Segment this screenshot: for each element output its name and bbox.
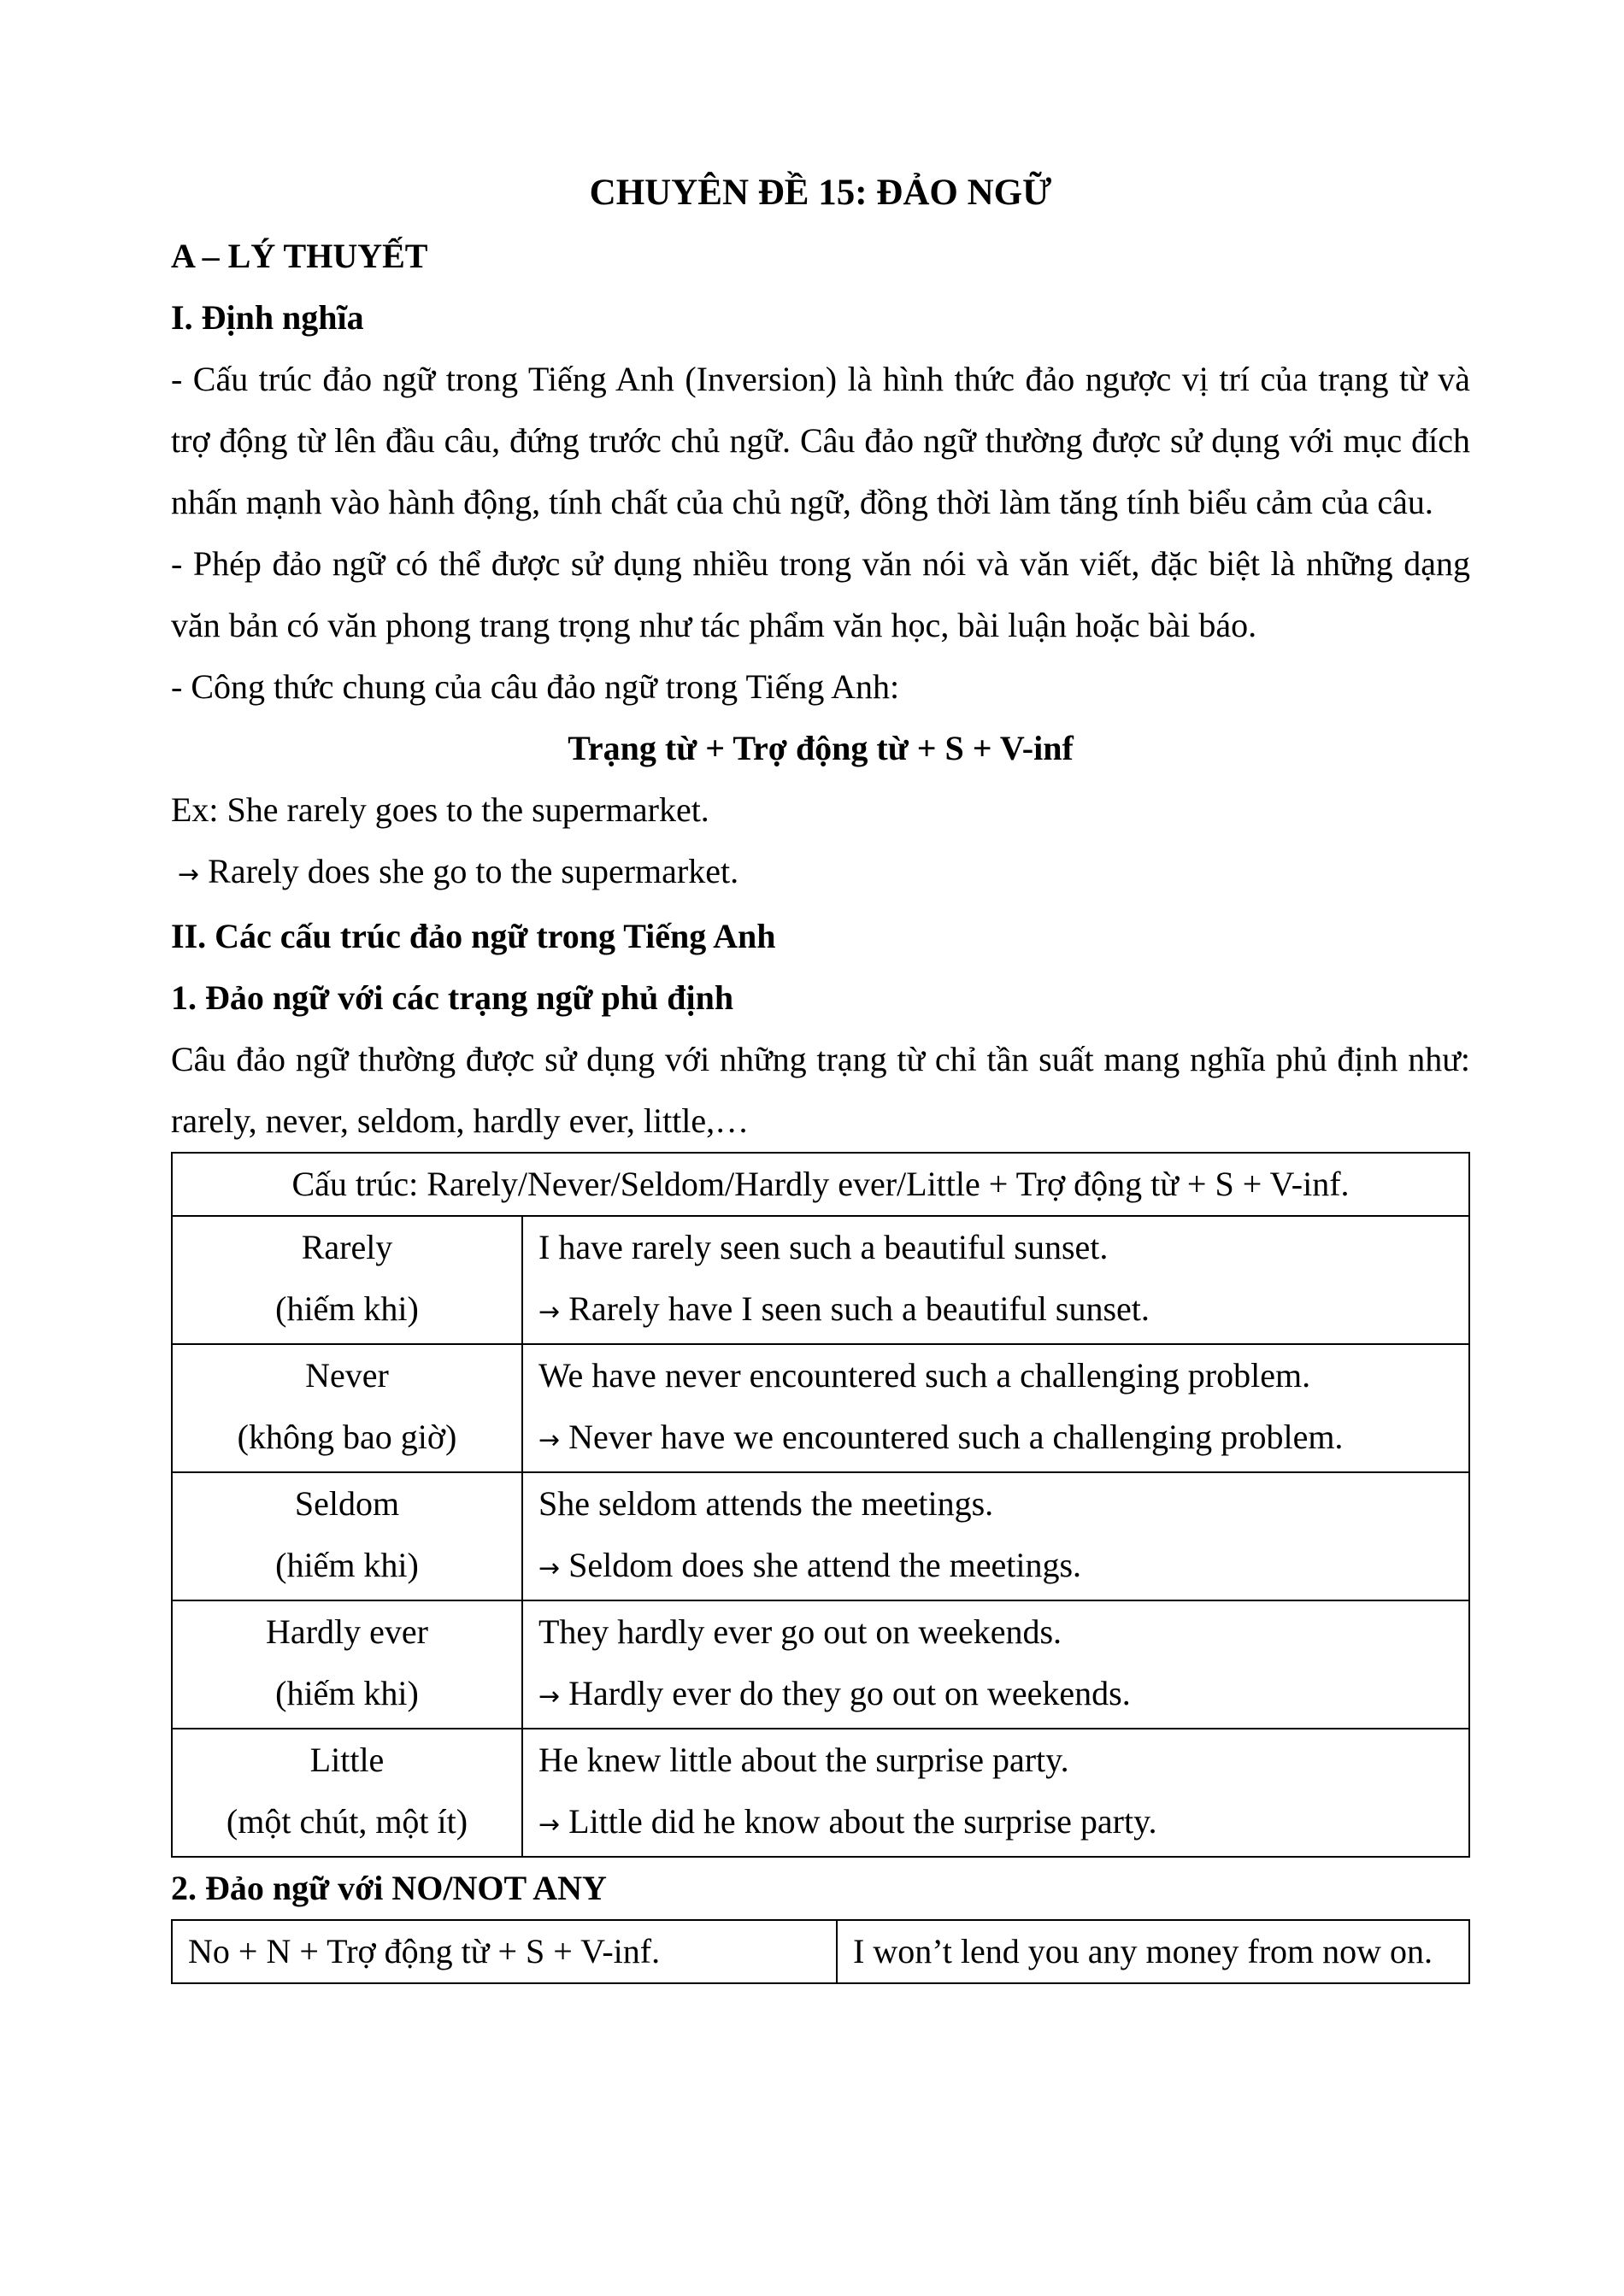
general-formula: Trạng từ + Trợ động từ + S + V-inf [568,729,1074,767]
structure-cell: No + N + Trợ động từ + S + V-inf. [172,1920,837,1983]
adverb-cell [172,1472,522,1600]
inverted-sentence: Little did he know about the surprise party. [568,1802,1157,1841]
adverb-word: Rarely [301,1228,393,1266]
section-i-heading: I. Định nghĩa [171,298,364,337]
adverb-meaning: (hiếm khi) [275,1674,419,1712]
original-sentence: I have rarely seen such a beautiful sunset. [538,1228,1109,1266]
adverb-meaning: (hiếm khi) [275,1546,419,1584]
inverted-sentence-line [538,1278,1453,1343]
example-sentence: Ex: She rarely goes to the supermarket. [171,790,709,829]
inverted-sentence: Never have we encountered such a challenging problem. [568,1418,1344,1456]
original-sentence: He knew little about the surprise party. [538,1741,1069,1779]
original-sentence: We have never encountered such a challenging problem. [538,1356,1311,1395]
inverted-sentence: Rarely have I seen such a beautiful sunset. [568,1289,1150,1328]
inverted-sentence: Seldom does she attend the meetings. [568,1546,1082,1584]
example-cell [522,1216,1469,1344]
adverb-word: Little [309,1741,385,1779]
inverted-sentence-line [538,1791,1453,1856]
adverb-cell [172,1216,522,1344]
section-ii-heading: II. Các cấu trúc đảo ngữ trong Tiếng Anh [171,917,776,955]
adverb-word: Never [305,1356,389,1395]
right-arrow-icon: → [178,860,200,890]
table-header-cell: Cấu trúc: Rarely/Never/Seldom/Hardly ever/Little + Trợ động từ + S + V-inf. [172,1153,1469,1216]
adverb-word: Hardly ever [266,1612,428,1651]
adverb-cell [172,1729,522,1857]
table-row [172,1472,1469,1600]
table-body [172,1216,1469,1857]
adverb-word: Seldom [294,1484,400,1523]
right-arrow-icon: → [538,1297,561,1327]
example-result: Rarely does she go to the supermarket. [208,852,739,890]
example-result-line [171,841,1470,906]
example-cell [522,1600,1469,1729]
negative-adverbs-table [171,1152,1470,1858]
table-row [172,1344,1469,1472]
original-sentence: She seldom attends the meetings. [538,1484,994,1523]
definition-paragraph-3: - Công thức chung của câu đảo ngữ trong Tiếng Anh: [171,667,900,706]
inverted-sentence: Hardly ever do they go out on weekends. [568,1674,1131,1712]
adverb-cell [172,1600,522,1729]
table-row [172,1600,1469,1729]
table-row [172,1920,1469,1983]
definition-paragraph-1: - Cấu trúc đảo ngữ trong Tiếng Anh (Inversion) là hình thức đảo ngược vị trí của trạng từ và trợ động từ lên đầu câu, đứng trước chủ ngữ. Câu đảo ngữ thường được sử dụng với mục đích nhấn mạnh vào hành động, tính chất của chủ ngữ, đồng thời làm tăng tính biểu cảm của câu. [171,360,1470,521]
table-row [172,1729,1469,1857]
adverb-cell [172,1344,522,1472]
no-not-any-table [171,1919,1470,1984]
definition-paragraph-2: - Phép đảo ngữ có thể được sử dụng nhiều trong văn nói và văn viết, đặc biệt là những dạng văn bản có văn phong trang trọng như tác phẩm văn học, bài luận hoặc bài báo. [171,544,1470,644]
document-page [171,162,1470,1984]
right-arrow-icon: → [538,1810,561,1840]
adverb-meaning: (không bao giờ) [237,1418,457,1456]
original-sentence: They hardly ever go out on weekends. [538,1612,1062,1651]
example-cell [522,1344,1469,1472]
subsection-2-heading: 2. Đảo ngữ với NO/NOT ANY [171,1869,607,1907]
table-header-row [172,1153,1469,1216]
adverb-meaning: (một chút, một ít) [226,1802,468,1841]
document-title: CHUYÊN ĐỀ 15: ĐẢO NGỮ [589,173,1052,213]
table-row [172,1216,1469,1344]
section-a-heading: A – LÝ THUYẾT [171,237,428,275]
inverted-sentence-line [538,1663,1453,1728]
subsection-1-heading: 1. Đảo ngữ với các trạng ngữ phủ định [171,978,734,1017]
subsection-1-text: Câu đảo ngữ thường được sử dụng với những trạng từ chỉ tần suất mang nghĩa phủ định như: rarely, never, seldom, hardly ever, little,… [171,1040,1470,1140]
example-cell [522,1729,1469,1857]
right-arrow-icon: → [538,1553,561,1583]
inverted-sentence-line [538,1406,1453,1471]
right-arrow-icon: → [538,1682,561,1712]
right-arrow-icon: → [538,1425,561,1455]
example-cell: I won’t lend you any money from now on. [837,1920,1469,1983]
inverted-sentence-line [538,1535,1453,1600]
example-cell [522,1472,1469,1600]
adverb-meaning: (hiếm khi) [275,1289,419,1328]
